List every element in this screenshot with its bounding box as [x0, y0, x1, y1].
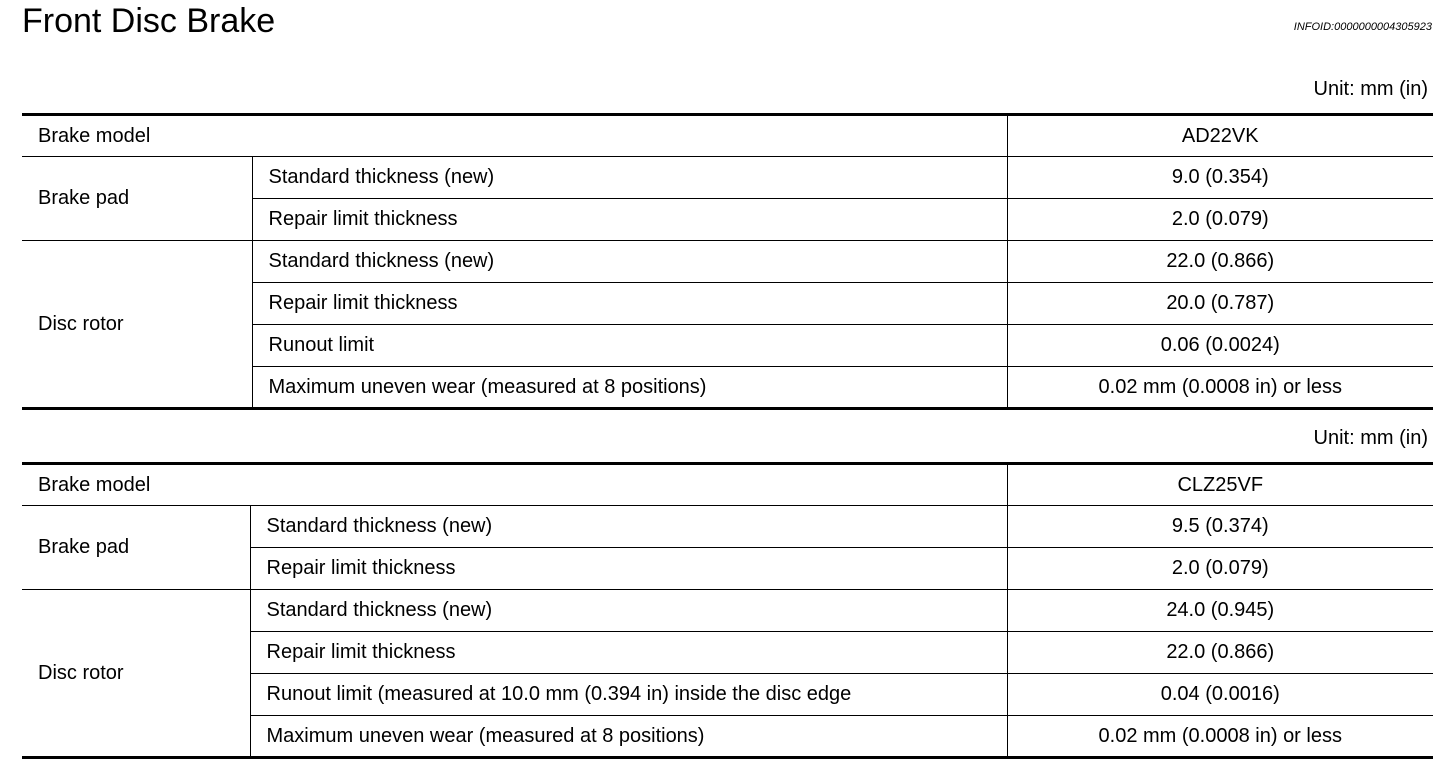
item-value: 9.0 (0.354): [1007, 157, 1433, 199]
item-label: Maximum uneven wear (measured at 8 positions): [252, 367, 1007, 409]
table-row: [22, 590, 1433, 632]
item-label: Standard thickness (new): [252, 157, 1007, 199]
item-label: Repair limit thickness: [252, 199, 1007, 241]
item-value: 9.5 (0.374): [1007, 506, 1433, 548]
item-label: Standard thickness (new): [250, 590, 1007, 632]
model-value: CLZ25VF: [1007, 464, 1433, 506]
page-title: Front Disc Brake: [22, 2, 276, 40]
table-row: [22, 241, 1433, 283]
model-label: Brake model: [22, 464, 1007, 506]
item-label: Maximum uneven wear (measured at 8 positions): [250, 716, 1007, 758]
item-value: 20.0 (0.787): [1007, 283, 1433, 325]
item-value: 0.02 mm (0.0008 in) or less: [1007, 367, 1433, 409]
group-label: Disc rotor: [22, 241, 252, 409]
group-label: Brake pad: [22, 157, 252, 241]
item-value: 22.0 (0.866): [1007, 632, 1433, 674]
item-label: Standard thickness (new): [250, 506, 1007, 548]
group-label: Brake pad: [22, 506, 250, 590]
item-value: 24.0 (0.945): [1007, 590, 1433, 632]
item-value: 0.02 mm (0.0008 in) or less: [1007, 716, 1433, 758]
spec-table-ad22vk: [22, 113, 1433, 410]
model-value: AD22VK: [1007, 115, 1433, 157]
item-label: Runout limit: [252, 325, 1007, 367]
table-row: [22, 506, 1433, 548]
unit-label: Unit: mm (in): [1313, 427, 1428, 449]
item-label: Repair limit thickness: [252, 283, 1007, 325]
item-label: Standard thickness (new): [252, 241, 1007, 283]
spec-table-clz25vf: [22, 462, 1433, 759]
item-label: Repair limit thickness: [250, 548, 1007, 590]
model-label: Brake model: [22, 115, 1007, 157]
group-label: Disc rotor: [22, 590, 250, 758]
item-value: 2.0 (0.079): [1007, 199, 1433, 241]
item-label: Runout limit (measured at 10.0 mm (0.394 in) inside the disc edge: [250, 674, 1007, 716]
unit-label: Unit: mm (in): [1313, 78, 1428, 100]
info-id: INFOID:0000000004305923: [1293, 21, 1432, 33]
item-value: 0.04 (0.0016): [1007, 674, 1433, 716]
item-value: 22.0 (0.866): [1007, 241, 1433, 283]
item-value: 2.0 (0.079): [1007, 548, 1433, 590]
table-row: [22, 115, 1433, 157]
table-row: [22, 157, 1433, 199]
item-value: 0.06 (0.0024): [1007, 325, 1433, 367]
item-label: Repair limit thickness: [250, 632, 1007, 674]
table-row: [22, 464, 1433, 506]
